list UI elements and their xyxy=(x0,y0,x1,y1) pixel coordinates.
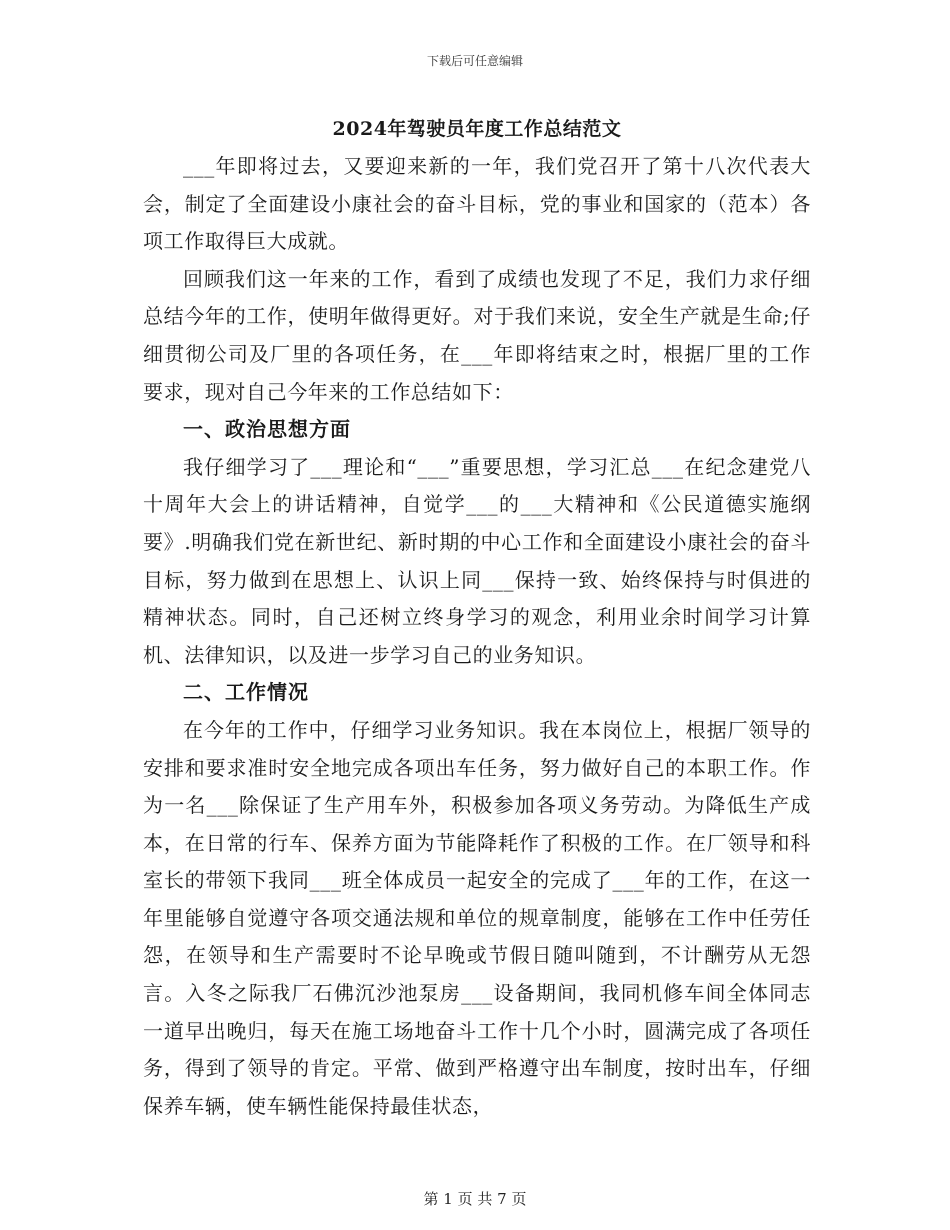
document-title: 2024年驾驶员年度工作总结范文 xyxy=(332,118,622,140)
intro-paragraph-2: 回顾我们这一年来的工作，看到了成绩也发现了不足，我们力求仔细总结今年的工作，使明年做得更好。对于我们来说，安全生产就是生命;仔细贯彻公司及厂里的各项任务，在___年即将结束之时，根据厂里的工作要求，现对自己今年来的工作总结如下： xyxy=(143,266,811,404)
section-body-work: 在今年的工作中，仔细学习业务知识。我在本岗位上，根据厂领导的安排和要求准时安全地完成各项出车任务，努力做好自己的本职工作。作为一名___除保证了生产用车外，积极参加各项义务劳动。为降低生产成本，在日常的行车、保养方面为节能降耗作了积极的工作。在厂领导和科室长的带领下我同___班全体成员一起安全的完成了___年的工作，在这一年里能够自觉遵守各项交通法规和单位的规章制度，能够在工作中任劳任怨，在领导和生产需要时不论早晚或节假日随叫随到，不计酬劳从无怨言。入冬之际我厂石佛沉沙池泵房___设备期间，我同机修车间全体同志一道早出晚归，每天在施工场地奋斗工作十几个小时，圆满完成了各项任务，得到了领导的肯定。平常、做到严格遵守出车制度，按时出车，仔细保养车辆，使车辆性能保持最佳状态， xyxy=(143,717,811,1118)
section-heading-political: 一、政治思想方面 xyxy=(183,417,351,442)
section-heading-work: 二、工作情况 xyxy=(183,680,309,705)
page-footer: 第 1 页 共 7 页 xyxy=(423,1190,527,1208)
section-body-political: 我仔细学习了___理论和“___”重要思想，学习汇总___在纪念建党八十周年大会上的讲话精神，自觉学___的___大精神和《公民道德实施纲要》.明确我们党在新世纪、新时期的中心工作和全面建设小康社会的奋斗目标，努力做到在思想上、认识上同___保持一致、始终保持与时俱进的精神状态。同时，自己还树立终身学习的观念，利用业余时间学习计算机、法律知识，以及进一步学习自己的业务知识。 xyxy=(143,454,811,667)
page-header: 下载后可任意编辑 xyxy=(426,54,523,68)
intro-paragraph-1: ___年即将过去，又要迎来新的一年，我们党召开了第十八次代表大会，制定了全面建设小康社会的奋斗目标，党的事业和国家的（范本）各项工作取得巨大成就。 xyxy=(143,154,811,254)
document-body xyxy=(143,110,811,1125)
